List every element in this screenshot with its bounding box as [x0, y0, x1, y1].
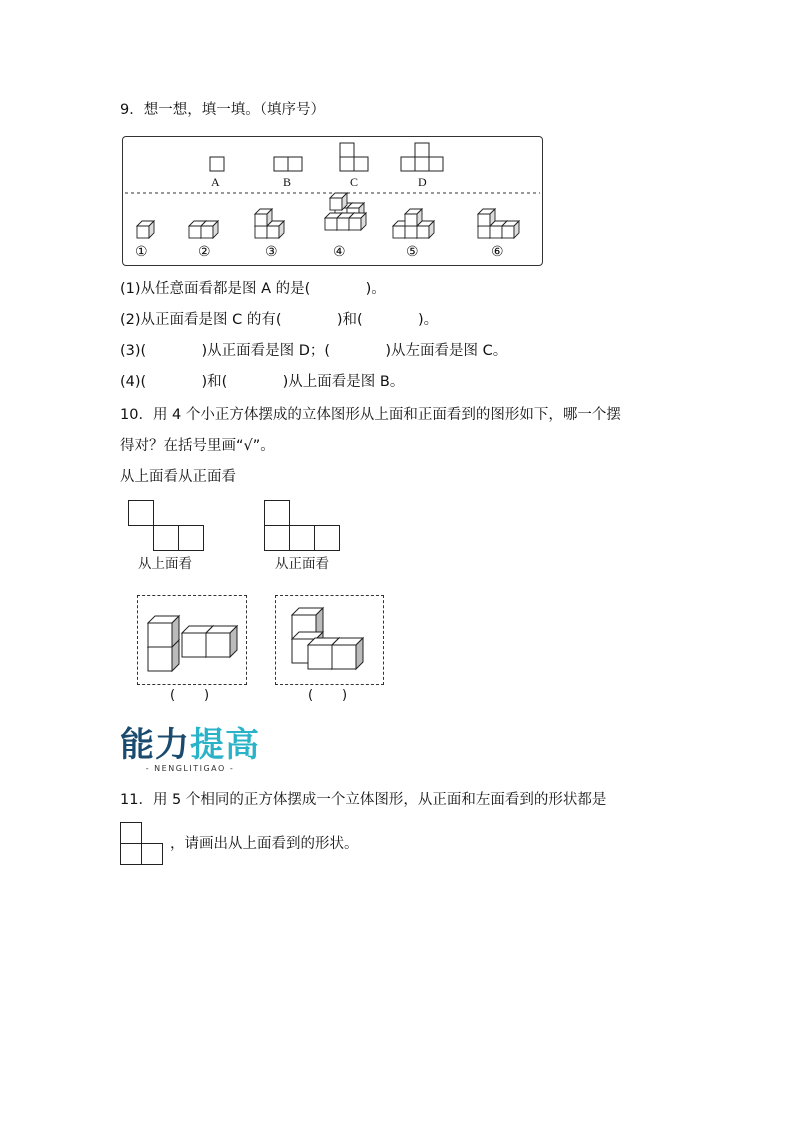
object-6 — [478, 209, 519, 238]
q11-line-1: 11．用 5 个相同的正方体摆成一个立体图形，从正面和左面看到的形状都是 — [120, 792, 607, 808]
shape-label-d: D — [418, 175, 427, 189]
q10-line-2: 得对？在括号里画“√”。 — [120, 438, 275, 454]
q10-line-1: 10．用 4 个小正方体摆成的立体图形从上面和正面看到的图形如下，哪一个摆 — [120, 407, 621, 423]
object-label-5: ⑤ — [406, 245, 419, 260]
object-2 — [189, 221, 218, 238]
q10-option-2-box — [275, 595, 384, 685]
q10-front-view-label: 从正面看 — [275, 556, 329, 572]
object-3 — [255, 209, 284, 238]
logo-text-dark: 能力 — [120, 725, 190, 765]
view-shape-b — [274, 157, 288, 171]
object-label-4: ④ — [333, 245, 346, 260]
object-4 — [325, 193, 366, 230]
object-1 — [137, 221, 154, 238]
q9-item-1[interactable]: (1)从任意面看都是图 A 的是( )。 — [120, 281, 386, 297]
q11-line-2: ，请画出从上面看到的形状。 — [170, 836, 359, 852]
view-shape-d — [401, 143, 443, 171]
object-label-2: ② — [198, 245, 211, 260]
shape-label-a: A — [211, 175, 220, 189]
view-shape-c — [340, 143, 368, 171]
logo-text-accent: 提高 — [190, 725, 260, 765]
q10-option-1-box — [137, 595, 247, 685]
q10-top-view-label: 从上面看 — [138, 556, 192, 572]
object-label-6: ⑥ — [491, 245, 504, 260]
view-shape-a — [210, 157, 224, 171]
q9-item-3[interactable]: (3)( )从正面看是图 D；( )从左面看是图 C。 — [120, 343, 508, 359]
q9-item-2[interactable]: (2)从正面看是图 C 的有( )和( )。 — [120, 312, 439, 328]
q9-item-4[interactable]: (4)( )和( )从上面看是图 B。 — [120, 374, 405, 390]
logo-subtitle: - NENGLITIGAO - — [145, 764, 235, 773]
q9-figure-box — [122, 136, 543, 266]
q9-title: 9．想一想，填一填。（填序号） — [120, 102, 325, 118]
q10-option-1-answer[interactable]: ( ) — [170, 688, 210, 703]
object-label-3: ③ — [265, 245, 278, 260]
shape-label-c: C — [350, 175, 359, 189]
shape-label-b: B — [283, 175, 292, 189]
q10-subtitle: 从上面看从正面看 — [120, 469, 236, 485]
q10-option-2-answer[interactable]: ( ) — [308, 688, 348, 703]
object-label-1: ① — [135, 245, 148, 260]
object-5 — [393, 209, 434, 238]
section-logo — [120, 727, 260, 773]
